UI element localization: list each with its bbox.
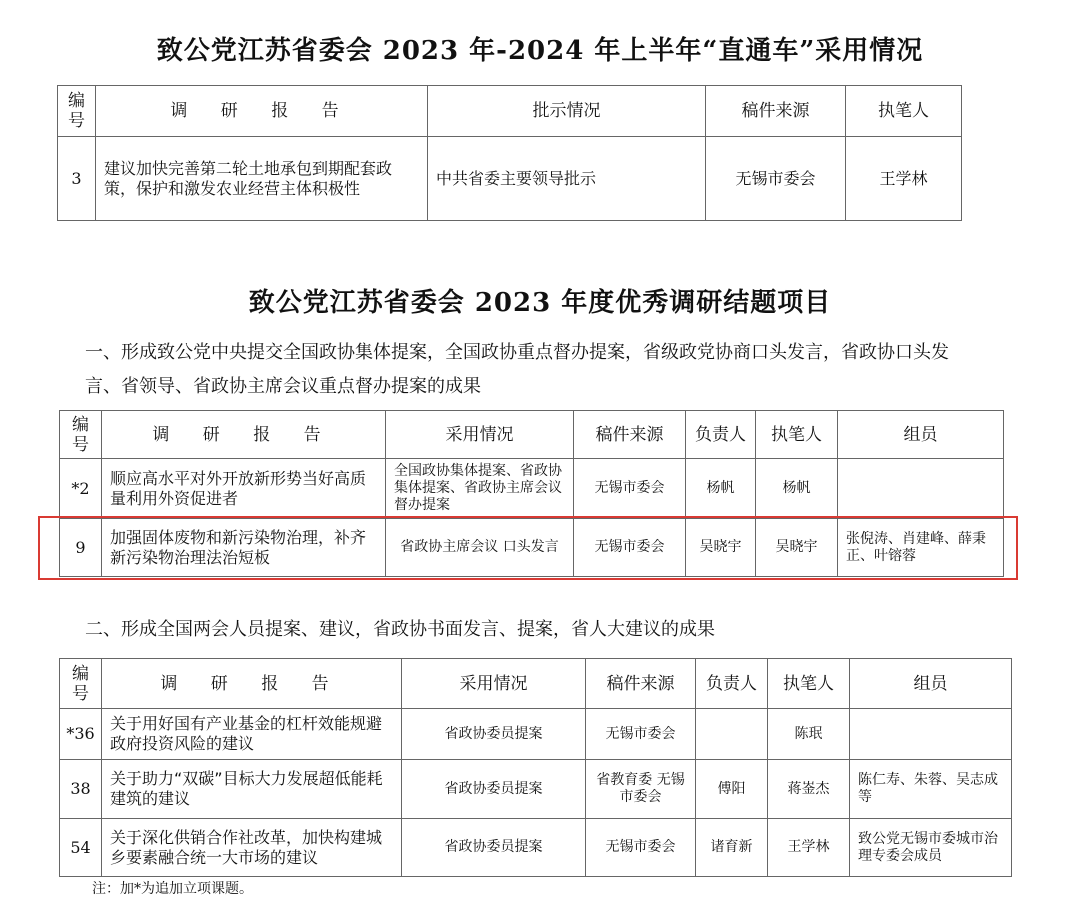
row-adoption: 全国政协集体提案、省政协集体提案、省政协主席会议督办提案: [386, 459, 574, 519]
row-writer: 陈珉: [768, 709, 850, 760]
section-heading-2: 二、形成全国两会人员提案、建议，省政协书面发言、提案，省人大建议的成果: [85, 619, 715, 640]
row-report: 顺应高水平对外开放新形势当好高质量利用外资促进者: [102, 459, 386, 519]
row-members: [838, 459, 1004, 519]
section-heading-1: 一、形成致公党中央提交全国政协集体提案，全国政协重点督办提案，省级政党协商口头发言，省政协口头发言、省领导、省政协主席会议重点督办提案的成果: [85, 342, 949, 397]
row-lead: [696, 709, 768, 760]
row-number: 9: [60, 519, 102, 577]
table-row: [58, 137, 962, 221]
header-number: 编号: [58, 86, 96, 137]
row-lead: 诸育新: [696, 819, 768, 877]
row-adoption: 省政协主席会议 口头发言: [386, 519, 574, 577]
table-section-2: [59, 658, 1012, 877]
header-source: 稿件来源: [706, 86, 846, 137]
row-writer: 王学林: [846, 137, 962, 221]
row-members: [850, 709, 1012, 760]
header-report: 调 研 报 告: [96, 86, 428, 137]
header-lead: 负责人: [686, 411, 756, 459]
title-direct-train: 致公党江苏省委会 2023 年-2024 年上半年“直通车”采用情况: [156, 36, 924, 66]
header-members: 组员: [850, 659, 1012, 709]
header-instruction: 批示情况: [428, 86, 706, 137]
row-report: 关于助力“双碳”目标大力发展超低能耗建筑的建议: [102, 760, 402, 819]
row-source: 无锡市委会: [574, 519, 686, 577]
row-adoption: 省政协委员提案: [402, 819, 586, 877]
header-lead: 负责人: [696, 659, 768, 709]
row-writer: 杨帆: [756, 459, 838, 519]
row-report: 加强固体废物和新污染物治理，补齐新污染物治理法治短板: [102, 519, 386, 577]
header-source: 稿件来源: [586, 659, 696, 709]
header-members: 组员: [838, 411, 1004, 459]
header-writer: 执笔人: [756, 411, 838, 459]
row-number: 54: [60, 819, 102, 877]
row-members: 张倪涛、肖建峰、薛秉正、叶镕蓉: [838, 519, 1004, 577]
row-instruction: 中共省委主要领导批示: [428, 137, 706, 221]
header-writer: 执笔人: [846, 86, 962, 137]
row-number: 3: [58, 137, 96, 221]
row-source: 省教育委 无锡市委会: [586, 760, 696, 819]
row-adoption: 省政协委员提案: [402, 760, 586, 819]
header-number: 编号: [60, 411, 102, 459]
row-lead: 杨帆: [686, 459, 756, 519]
header-source: 稿件来源: [574, 411, 686, 459]
row-adoption: 省政协委员提案: [402, 709, 586, 760]
table-section-1: [59, 410, 1004, 577]
row-number: *36: [60, 709, 102, 760]
table-direct-train: [57, 85, 962, 221]
table-row: [60, 760, 1012, 819]
row-source: 无锡市委会: [586, 819, 696, 877]
table-row: [60, 519, 1004, 577]
table-row: [60, 459, 1004, 519]
header-number: 编号: [60, 659, 102, 709]
header-adoption: 采用情况: [402, 659, 586, 709]
row-source: 无锡市委会: [574, 459, 686, 519]
row-source: 无锡市委会: [706, 137, 846, 221]
row-writer: 王学林: [768, 819, 850, 877]
header-writer: 执笔人: [768, 659, 850, 709]
footnote: 注：加*为追加立项课题。: [92, 881, 253, 897]
row-report: 关于深化供销合作社改革，加快构建城乡要素融合统一大市场的建议: [102, 819, 402, 877]
row-report: 建议加快完善第二轮土地承包到期配套政策，保护和激发农业经营主体积极性: [96, 137, 428, 221]
row-members: 陈仁寿、朱蓉、吴志成等: [850, 760, 1012, 819]
row-members: 致公党无锡市委城市治理专委会成员: [850, 819, 1012, 877]
row-lead: 吴晓宇: [686, 519, 756, 577]
row-source: 无锡市委会: [586, 709, 696, 760]
header-report: 调 研 报 告: [102, 411, 386, 459]
row-number: *2: [60, 459, 102, 519]
row-lead: 傅阳: [696, 760, 768, 819]
table-row: [60, 819, 1012, 877]
header-adoption: 采用情况: [386, 411, 574, 459]
table-row: [60, 709, 1012, 760]
header-report: 调 研 报 告: [102, 659, 402, 709]
row-number: 38: [60, 760, 102, 819]
title-excellent-projects: 致公党江苏省委会 2023 年度优秀调研结题项目: [248, 288, 832, 318]
row-writer: 蒋崟杰: [768, 760, 850, 819]
row-report: 关于用好国有产业基金的杠杆效能规避政府投资风险的建议: [102, 709, 402, 760]
row-writer: 吴晓宇: [756, 519, 838, 577]
